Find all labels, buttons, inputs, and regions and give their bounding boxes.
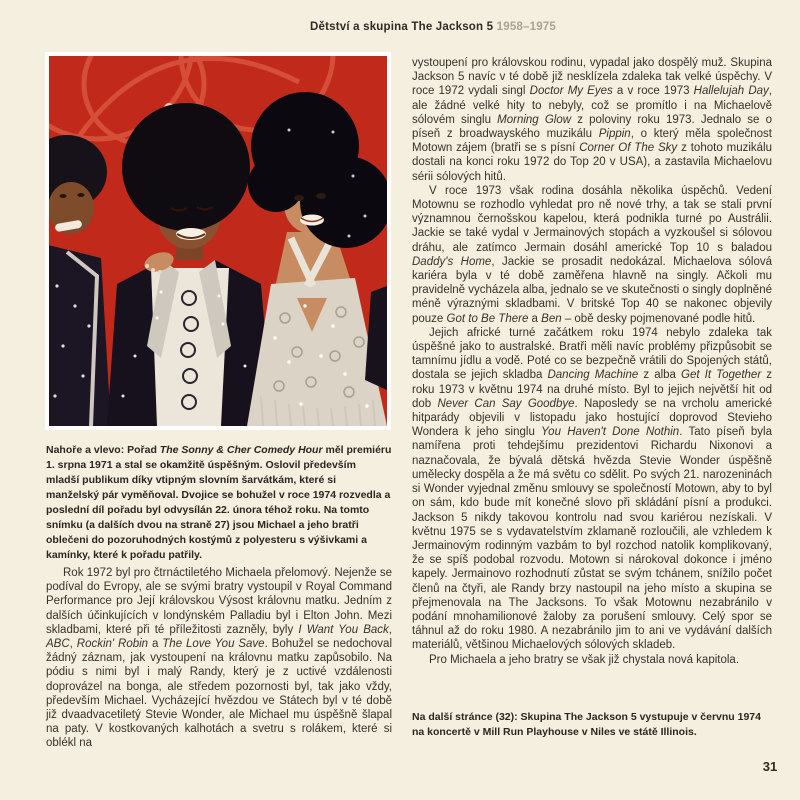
photo-illustration: [49, 56, 387, 426]
body-paragraph: Pro Michaela a jeho bratry se však již chystala nová kapitola.: [429, 653, 740, 666]
chapter-title: Dětství a skupina The Jackson 5: [309, 21, 494, 33]
body-paragraph: V roce 1973 však rodina dosáhla několika úspěchů. Vedení Motownu se rozhodlo vyhledat pro ně nové trhy, a tak se stali první významnou černošskou kapelou, která podnikla turné po Austrálii. Jackie se také vydal v Jermainových stopách a vyzkoušel si sólovou dráhu, ale zatímco Jermain dosáhl americké Top 10 s baladou Daddy's Home, Jackie se prosadit nedokázal. Michaelova sólová kariéra byla v té době zaměřena hlavně na singly. Ačkoli mu pravidelně vycházela alba, jednalo se ve skutečnosti o singly doplněné méně výraznými skladbami. V britské Top 40 se nakonec objevily pouze Got to Be There a Ben – obě desky pojmenované podle hitů.: [412, 184, 772, 325]
page-header: [33, 21, 800, 33]
next-page-note: Na další stránce (32): Skupina The Jackson 5 vystupuje v červnu 1974 na koncertě v Mill Run Playhouse v Niles ve státě Illinois.: [412, 711, 761, 738]
chapter-years: 1958–1975: [496, 21, 557, 33]
body-paragraph: Rok 1972 byl pro čtrnáctiletého Michaela přelomový. Nejenže se podíval do Evropy, ale se svými bratry vystoupil v Royal Command Performance pro Její královskou Výsost královnu matku. Jedním z dalších účinkujících v londýnském Palladiu byl i Elton John. Mezi skladbami, které při té příležitosti zazněly, byly I Want You Back, ABC, Rockin' Robin a The Love You Save. Bohužel se nedochoval žádný záznam, jak vystoupení na královnu matku zapůsobilo. Na pódiu s nimi byl i malý Randy, který je z uctivé vzdálenosti doprovázel na bonga, ale středem pozornosti byl, tak jako vždy, především Michael. Vycházející hvězdou ve Státech byl v té době již dvaadvacetiletý Stevie Wonder, ale Michael mu úspěšně šlapal na paty. V kostkovaných kalhotách a svetru s rolákem, které si oblékl na: [46, 567, 393, 750]
photo-frame: [45, 52, 391, 430]
body-paragraph: Jejich africké turné začátkem roku 1974 nebylo zdaleka tak úspěšné jako to australské. Bratři měli navíc problémy přizpůsobit se tamnímu jídlu a vodě. Poté co se bezpečně vrátili do Spojených států, dostala se jejich skladba Dancing Machine z alba Get It Together z roku 1973 v květnu 1974 na druhé místo. Byl to jejich největší hit od dob Never Can Say Goodbye. Naposledy se na vrcholu americké hitparády objevili v listopadu jako hostující doprovod Stevieho Wondera k jeho singlu You Haven't Done Nothin. Tato píseň byla namířena proti tehdejšímu prezidentovi Richardu Nixonovi a naznačovala, že bývalá dětská hvězda Stevie Wonder úspěšně umělecky dospěla a že má světu co sdělit. Po svých 21. narozeninách si Wonder vyjednal změnu smlouvy se společností Motown, aby to byl on sám, kdo bude mít konečné slovo při skládání písní a produkci. Jackson 5 nikdy takovou kontrolu nad svou kariérou nezískali. V květnu 1975 se s vydavatelstvím zklamaně rozloučili, ale vzhledem k Jermainovým rodinným vazbám to byl rozchod natolik komplikovaný, že se spíš podobal rozvodu. Motown si nárokoval dokonce i jméno kapely. Jermainovo rozhodnutí zůstat se svým tchánem, snížilo počet členů na čtyři, ale Randy brzy nastoupil na jeho místo a skupina se přejmenovala na The Jacksons. To však Motownu nezabránilo v podání mnohamilionové žaloby za porušení smlouvy. Celý spor se táhnul až do roku 1980. A nezabránilo jim to ani ve vydávání dalších materiálů, většinou Michaelových sólových skladeb.: [412, 326, 773, 652]
jackson-brother-figure: [49, 135, 111, 426]
right-column: [412, 56, 772, 667]
page-number: 31: [762, 759, 778, 774]
photo-caption: Nahoře a vlevo: Pořad The Sonny & Cher Comedy Hour měl premiéru 1. srpna 1971 a stal se okamžitě úspěšným. Oslovil především mladší publikum díky vtipným slovním šarvátkám, které si manželský pár vyměňoval. Dvojice se bohužel v roce 1974 rozvedla a poslední díl pořadu byl odvysílán 22. února téhož roku. Na tomto snímku (a dalších dvou na straně 27) jsou Michael a jeho bratři oblečeni do pozoruhodných kostýmů z polyesteru s výšivkami a kamínky, které k pořadu patřily.: [46, 444, 392, 561]
left-column: [46, 566, 392, 751]
body-paragraph: vystoupení pro královskou rodinu, vypadal jako dospělý muž. Skupina Jackson 5 navíc v té době již nesklízela zdaleka tak velké úspěchy. V roce 1972 vydali singl Doctor My Eyes a v roce 1973 Hallelujah Day, ale žádné velké hity to nebyly, což se promítlo i na Michaelově sólovém singlu Morning Glow z poloviny roku 1973. Jednalo se o píseň z broadwayského muzikálu Pippin, o který měla společnost Motown zájem (bratři se s písní Corner Of The Sky z tohoto muzikálu dostali na konci roku 1972 do Top 20 v USA), a zastavila Michaelovu sérii sólových hitů.: [412, 57, 773, 183]
